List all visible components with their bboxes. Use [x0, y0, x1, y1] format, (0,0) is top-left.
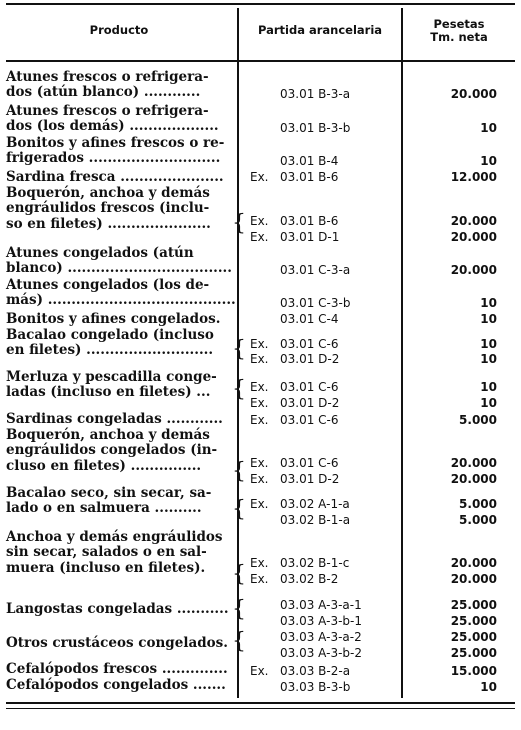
partida-cell: Ex. 03.02 B-1-c	[250, 556, 350, 570]
product-cell: Bonitos y afines congelados.	[6, 311, 221, 327]
pesetas-value: 5.000	[459, 413, 497, 427]
partida-cell: 03.03 A-3-a-2	[280, 630, 362, 644]
partida-cell: Ex. 03.01 D-2	[250, 352, 340, 366]
product-cell: Boquerón, anchoa y demás engráulidos frescos (inclu- so en filetes) ......................	[6, 185, 211, 232]
partida-cell: 03.01 B-3-a	[280, 87, 351, 101]
partida-cell: 03.03 A-3-b-2	[280, 646, 362, 660]
pesetas-value: 15.000	[450, 664, 497, 678]
top-rule	[6, 3, 515, 5]
product-cell: Cefalópodos congelados .......	[6, 677, 226, 693]
pesetas-value: 10	[480, 121, 497, 135]
product-cell: Sardina fresca ......................	[6, 169, 224, 185]
pesetas-value: 20.000	[450, 230, 497, 244]
brace-icon: {	[232, 459, 246, 484]
pesetas-value: 20.000	[450, 263, 497, 277]
partida-cell: 03.03 A-3-b-1	[280, 614, 362, 628]
header-tm-neta: Tm. neta	[430, 30, 488, 44]
pesetas-value: 10	[480, 396, 497, 410]
pesetas-value: 10	[480, 352, 497, 366]
brace-icon: {	[232, 337, 246, 362]
pesetas-value: 10	[480, 154, 497, 168]
partida-cell: Ex. 03.01 D-2	[250, 472, 340, 486]
pesetas-value: 5.000	[459, 497, 497, 511]
product-cell: Bacalao congelado (incluso en filetes) ...........................	[6, 327, 214, 359]
partida-cell: Ex. 03.01 B-6	[250, 214, 339, 228]
brace-icon: {	[232, 377, 246, 402]
pesetas-value: 20.000	[450, 214, 497, 228]
partida-cell: 03.01 B-3-b	[280, 121, 351, 135]
partida-cell: 03.03 A-3-a-1	[280, 598, 362, 612]
partida-cell: Ex. 03.02 A-1-a	[250, 497, 350, 511]
product-cell: Langostas congeladas ...........	[6, 601, 229, 617]
partida-cell: Ex. 03.01 C-6	[250, 413, 339, 427]
partida-cell: 03.01 B-4	[280, 154, 339, 168]
product-cell: Atunes congelados (atún blanco) ...................................	[6, 245, 232, 277]
pesetas-value: 25.000	[450, 598, 497, 612]
partida-cell: 03.01 C-3-a	[280, 263, 351, 277]
product-cell: Atunes congelados (los de- más) ........................................	[6, 277, 236, 309]
partida-cell: Ex. 03.01 C-6	[250, 337, 339, 351]
header-pesetas: Pesetas	[433, 17, 485, 31]
pesetas-value: 10	[480, 312, 497, 326]
product-cell: Sardinas congeladas ............	[6, 411, 223, 427]
product-cell: Otros crustáceos congelados.	[6, 635, 228, 651]
header-partida: Partida arancelaria	[257, 23, 383, 37]
product-cell: Anchoa y demás engráulidos sin secar, salados o en sal- muera (incluso en filetes).	[6, 529, 223, 576]
pesetas-value: 25.000	[450, 630, 497, 644]
partida-cell: Ex. 03.01 D-2	[250, 396, 340, 410]
partida-cell: 03.03 B-3-b	[280, 680, 351, 694]
product-cell: Bonitos y afines frescos o re- frigerados ............................	[6, 135, 225, 167]
partida-cell: Ex. 03.01 C-6	[250, 380, 339, 394]
bottom-rule-2	[6, 708, 515, 709]
pesetas-value: 20.000	[450, 456, 497, 470]
pesetas-value: 10	[480, 380, 497, 394]
pesetas-value: 25.000	[450, 646, 497, 660]
brace-icon: {	[232, 562, 246, 587]
pesetas-value: 20.000	[450, 556, 497, 570]
header-rule	[6, 60, 515, 62]
brace-icon: {	[232, 629, 246, 654]
pesetas-value: 10	[480, 680, 497, 694]
partida-cell: 03.01 C-4	[280, 312, 339, 326]
pesetas-value: 25.000	[450, 614, 497, 628]
partida-cell: 03.01 C-3-b	[280, 296, 351, 310]
product-cell: Boquerón, anchoa y demás engráulidos congelados (in- cluso en filetes) ...............	[6, 427, 218, 474]
partida-cell: Ex. 03.02 B-2	[250, 572, 339, 586]
brace-icon: {	[232, 597, 246, 622]
product-cell: Cefalópodos frescos ..............	[6, 661, 228, 677]
partida-cell: 03.02 B-1-a	[280, 513, 351, 527]
pesetas-value: 10	[480, 337, 497, 351]
bottom-rule-1	[6, 702, 515, 704]
pesetas-value: 20.000	[450, 572, 497, 586]
pesetas-value: 12.000	[450, 170, 497, 184]
pesetas-value: 20.000	[450, 472, 497, 486]
partida-cell: Ex. 03.01 B-6	[250, 170, 339, 184]
brace-icon: {	[232, 211, 246, 236]
product-cell: Merluza y pescadilla conge- ladas (incluso en filetes) ...	[6, 369, 217, 401]
partida-cell: Ex. 03.01 D-1	[250, 230, 340, 244]
pesetas-value: 5.000	[459, 513, 497, 527]
partida-cell: Ex. 03.01 C-6	[250, 456, 339, 470]
product-cell: Atunes frescos o refrigera- dos (atún blanco) ............	[6, 69, 209, 101]
brace-icon: {	[232, 497, 246, 522]
header-producto: Producto	[89, 23, 149, 37]
pesetas-value: 10	[480, 296, 497, 310]
product-cell: Bacalao seco, sin secar, sa- lado o en salmuera ..........	[6, 485, 212, 517]
product-cell: Atunes frescos o refrigera- dos (los demás) ...................	[6, 103, 219, 135]
partida-cell: Ex. 03.03 B-2-a	[250, 664, 351, 678]
pesetas-value: 20.000	[450, 87, 497, 101]
